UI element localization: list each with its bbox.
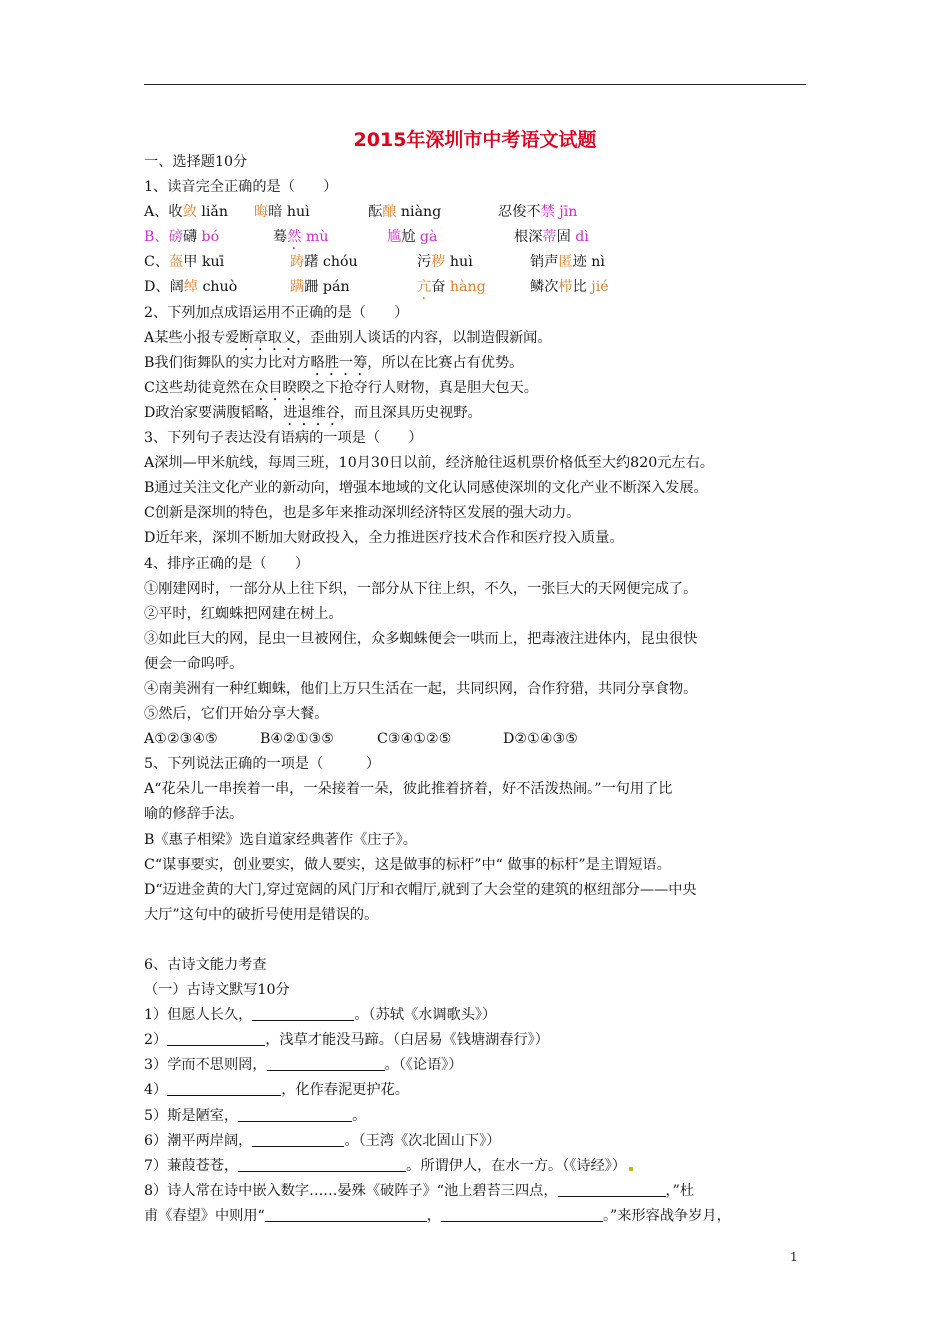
page-title: 2015年深圳市中考语文试题 (353, 129, 597, 151)
q6-heading: 6、古诗文能力考查 (144, 957, 267, 973)
q5-option-a-2: 喻的修辞手法。 (144, 806, 244, 823)
q4-sentence-5: ⑤然后，它们开始分享大餐。 (144, 706, 329, 723)
q2-option-b: B我们街舞队的实力比对方略胜一筹，所以在比赛占有优势。 (144, 354, 524, 371)
answer-blank[interactable] (167, 1080, 281, 1096)
answer-blank[interactable] (265, 1206, 427, 1222)
q6-item-3: 3）学而不思则罔， 。（《论语》） (144, 1057, 463, 1074)
q2-option-c: C这些劫徒竟然在众目睽睽之下抢夺行人财物，真是胆大包天。 (144, 379, 538, 396)
answer-blank[interactable] (252, 1005, 354, 1021)
q6-item-8b: 甫《春望》中则用“ ， 。”来形容战争岁月， (144, 1207, 731, 1224)
header-rule (144, 84, 806, 85)
q1-option-c: C、盔甲 kuī 踌躇 chóu 污秽 huì 销声匿迹 nì (144, 254, 605, 271)
q4-options: A①②③④⑤ B④②①③⑤ C③④①②⑤ D②①④③⑤ (144, 731, 578, 748)
q5-option-c: C“谋事要实，创业要实，做人要实，这是做事的标杆”中“ 做事的标杆”是主谓短语。 (144, 856, 671, 873)
q2-option-a: A某些小报专爱断章取义，歪曲别人谈话的内容，以制造假新闻。 (144, 329, 552, 346)
q3-option-d: D近年来，深圳不断加大财政投入，全力推进医疗技术合作和医疗投入质量。 (144, 530, 624, 547)
q4-sentence-4: ④南美洲有一种红蜘蛛，他们上万只生活在一起，共同织网，合作狩猎，共同分享食物。 (144, 680, 698, 697)
q6-item-1: 1）但愿人长久， 。（苏轼《水调歌头》） (144, 1007, 497, 1024)
q6-item-6: 6）潮平两岸阔， 。（王湾《次北固山下》） (144, 1132, 501, 1149)
q1-option-d: D、阔绰 chuò 蹒跚 pán 亢奋 hàng 鳞次栉比 jié (144, 279, 609, 296)
q5-option-b: B《惠子相梁》选自道家经典著作《庄子》。 (144, 831, 417, 848)
q5-option-a-1: A“花朵儿一串挨着一串，一朵接着一朵，彼此推着挤着，好不活泼热闹。”一句用了比 (144, 781, 673, 798)
answer-blank[interactable] (441, 1206, 603, 1222)
answer-blank[interactable] (267, 1055, 385, 1071)
q1-stem: 1、读音完全正确的是（ ） (144, 179, 338, 196)
answer-blank[interactable] (167, 1030, 265, 1046)
q6-item-5: 5）斯是陋室， 。 (144, 1107, 367, 1124)
q6-item-8a: 8）诗人常在诗中嵌入数字……晏殊《破阵子》“池上碧苔三四点， ，”杜 (144, 1182, 695, 1199)
q1-option-b: B、磅礴 bó 蓦然 mù 尴尬 gà 根深蒂固 dì (144, 229, 589, 246)
exam-content (144, 150, 814, 1229)
q4-sentence-1: ①刚建网时，一部分从上往下织，一部分从下往上织，不久，一张巨大的天网便完成了。 (144, 580, 698, 597)
q3-stem: 3、下列句子表达没有语病的一项是（ ） (144, 430, 423, 447)
q2-stem: 2、下列加点成语运用不正确的是（ ） (144, 304, 409, 321)
answer-blank[interactable] (238, 1106, 352, 1122)
q3-option-c: C创新是深圳的特色，也是多年来推动深圳经济特区发展的强大动力。 (144, 505, 581, 522)
q4-stem: 4、排序正确的是（ ） (144, 555, 310, 572)
q1-option-a: A、收敛 liǎn 晦暗 huì 酝酿 niàng 忍俊不禁 jīn (144, 204, 578, 221)
answer-blank[interactable] (238, 1156, 406, 1172)
q3-option-a: A深圳—甲米航线，每周三班，10月30日以前，经济舱往返机票价格低至大约820元左右。 (144, 455, 714, 472)
q6-item-4: 4） ，化作春泥更护花。 (144, 1082, 409, 1099)
q6-subheading: （一）古诗文默写10分 (144, 982, 290, 999)
page-number: 1 (790, 1250, 798, 1264)
answer-blank[interactable] (252, 1131, 344, 1147)
edit-mark (629, 1167, 633, 1171)
q5-stem: 5、下列说法正确的一项是（ ） (144, 756, 381, 773)
q2-option-d: D政治家要满腹韬略，进退维谷，而且深具历史视野。 (144, 404, 482, 421)
q6-item-7: 7）蒹葭苍苍， 。所谓伊人，在水一方。（《诗经》） (144, 1154, 814, 1179)
q3-option-b: B通过关注文化产业的新动向，增强本地域的文化认同感使深圳的文化产业不断深入发展。 (144, 480, 708, 497)
q5-option-d-1: D“迈进金黄的大门,穿过宽阔的风门厅和衣帽厅,就到了大会堂的建筑的枢纽部分——中央 (144, 881, 697, 898)
q4-sentence-3a: ③如此巨大的网，昆虫一旦被网住，众多蜘蛛便会一哄而上，把毒液注进体内，昆虫很快 (144, 630, 698, 647)
q5-option-d-2: 大厅”这句中的破折号使用是错误的。 (144, 906, 379, 923)
answer-blank[interactable] (558, 1181, 666, 1197)
q4-sentence-2: ②平时，红蜘蛛把网建在树上。 (144, 605, 343, 622)
q6-item-2: 2） ，浅草才能没马蹄。（白居易《钱塘湖春行》） (144, 1032, 549, 1049)
spacer (144, 928, 814, 953)
section-heading: 一、选择题10分 (144, 154, 248, 170)
q4-sentence-3b: 便会一命呜呼。 (144, 655, 244, 672)
